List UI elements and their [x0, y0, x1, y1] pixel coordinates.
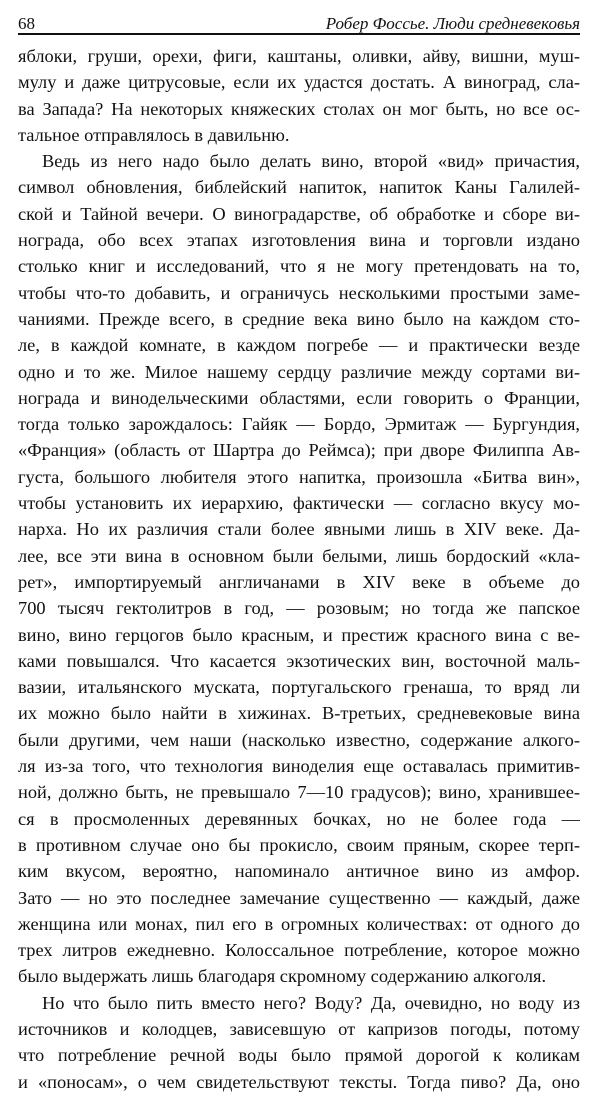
text-line: чтобы установить их иерархию, фактически — согласно вкусу мо-	[18, 493, 580, 514]
text-line: были другими, чем наши (насколько известно, содержание алкого-	[18, 729, 580, 750]
text-line: символ обновления, библейский напиток, напиток Каны Галилей-	[18, 177, 580, 198]
text-line: Зато — но это последнее замечание существенно — каждый, даже	[18, 887, 580, 908]
body-text	[18, 43, 580, 1095]
header-rule	[18, 33, 580, 35]
text-line: Ведь из него надо было делать вино, второй «вид» причастия,	[42, 151, 580, 172]
paragraph	[18, 148, 580, 990]
text-line: женщина или монах, пил его в огромных количествах: от одного до	[18, 913, 580, 934]
text-line: источников и колодцев, зависевшую от капризов погоды, потому	[18, 1018, 580, 1039]
text-line: ками повышался. Что касается экзотических вин, восточной маль-	[18, 650, 580, 671]
text-line: тальное отправлялось в давильню.	[18, 124, 290, 145]
text-line: «Франция» (область от Шартра до Реймса); при дворе Филиппа Ав-	[18, 440, 580, 461]
text-line: густа, большого любителя этого напитка, произошла «Битва вин»,	[18, 466, 580, 487]
text-line: ва Запада? На некоторых княжеских столах он мог быть, но все ос-	[18, 98, 580, 119]
text-line: что потребление речной воды было прямой дорогой к коликам	[18, 1045, 580, 1066]
text-line: ля из-за того, что технология виноделия еще оставалась примитив-	[18, 756, 580, 777]
text-line: столько книг и исследований, что я не могу претендовать на то,	[18, 256, 580, 277]
text-line: яблоки, груши, орехи, фиги, каштаны, оливки, айву, вишни, муш-	[18, 46, 580, 66]
running-title: Робер Фоссье. Люди средневековья	[325, 14, 580, 33]
page-number: 68	[18, 14, 35, 33]
text-line: ся в просмоленных деревянных бочках, но не более года —	[18, 808, 580, 829]
paragraph	[18, 990, 580, 1095]
running-head	[18, 6, 580, 34]
text-line: 700 тысяч гектолитров в год, — розовым; но тогда же папское	[18, 598, 580, 619]
paragraph	[18, 43, 580, 148]
text-line: вино, вино герцогов было красным, и престиж красного вина с ве-	[18, 624, 580, 645]
text-line: ким вкусом, вероятно, напоминало античное вино из амфор.	[18, 861, 580, 882]
text-line: их можно было найти в хижинах. В-третьих, средневековые вина	[18, 703, 580, 724]
text-line: тогда только зарождалось: Гайяк — Бордо, Эрмитаж — Бургундия,	[18, 414, 580, 435]
text-line: чаниями. Прежде всего, в средние века вино было на каждом сто-	[18, 308, 580, 329]
text-line: ле, в каждой комнате, в каждом погребе — и практически везде	[18, 335, 580, 356]
text-line: и «поносам», о чем свидетельствуют тексты. Тогда пиво? Да, оно	[18, 1071, 580, 1092]
text-line: нограда и винодельческими областями, если говорить о Франции,	[18, 387, 580, 408]
text-line: нарха. Но их различия стали более явными лишь в XIV веке. Да-	[18, 519, 580, 540]
text-line: ской и Тайной вечери. О виноградарстве, об обработке и сборе ви-	[18, 203, 580, 224]
text-line: нограда, обо всех этапах изготовления вина и торговли издано	[18, 230, 580, 251]
text-line: вазии, итальянского муската, португальского гренаша, то вряд ли	[18, 677, 580, 698]
text-line: трех литров ежедневно. Колоссальное потребление, которое можно	[18, 940, 580, 961]
text-line: чтобы что-то добавить, и ограничусь несколькими простыми заме-	[18, 282, 580, 303]
text-line: мулу и даже цитрусовые, если их удастся достать. А виноград, сла-	[18, 72, 580, 93]
text-line: рет», импортируемый англичанами в XIV веке в объеме до	[18, 571, 580, 592]
text-line: одно и то же. Милое нашему сердцу различие между сортами ви-	[18, 361, 580, 382]
text-line: ной, должно быть, не превышало 7—10 градусов); вино, хранившее-	[18, 782, 580, 803]
text-line: было выдержать лишь благодаря скромному содержанию алкоголя.	[18, 966, 547, 987]
text-line: лее, все эти вина в основном были белыми, лишь бордоский «кла-	[18, 545, 580, 566]
text-line: Но что было пить вместо него? Воду? Да, очевидно, но воду из	[42, 992, 580, 1013]
text-line: в противном случае оно бы прокисло, своим пряным, скорее терп-	[18, 834, 580, 855]
